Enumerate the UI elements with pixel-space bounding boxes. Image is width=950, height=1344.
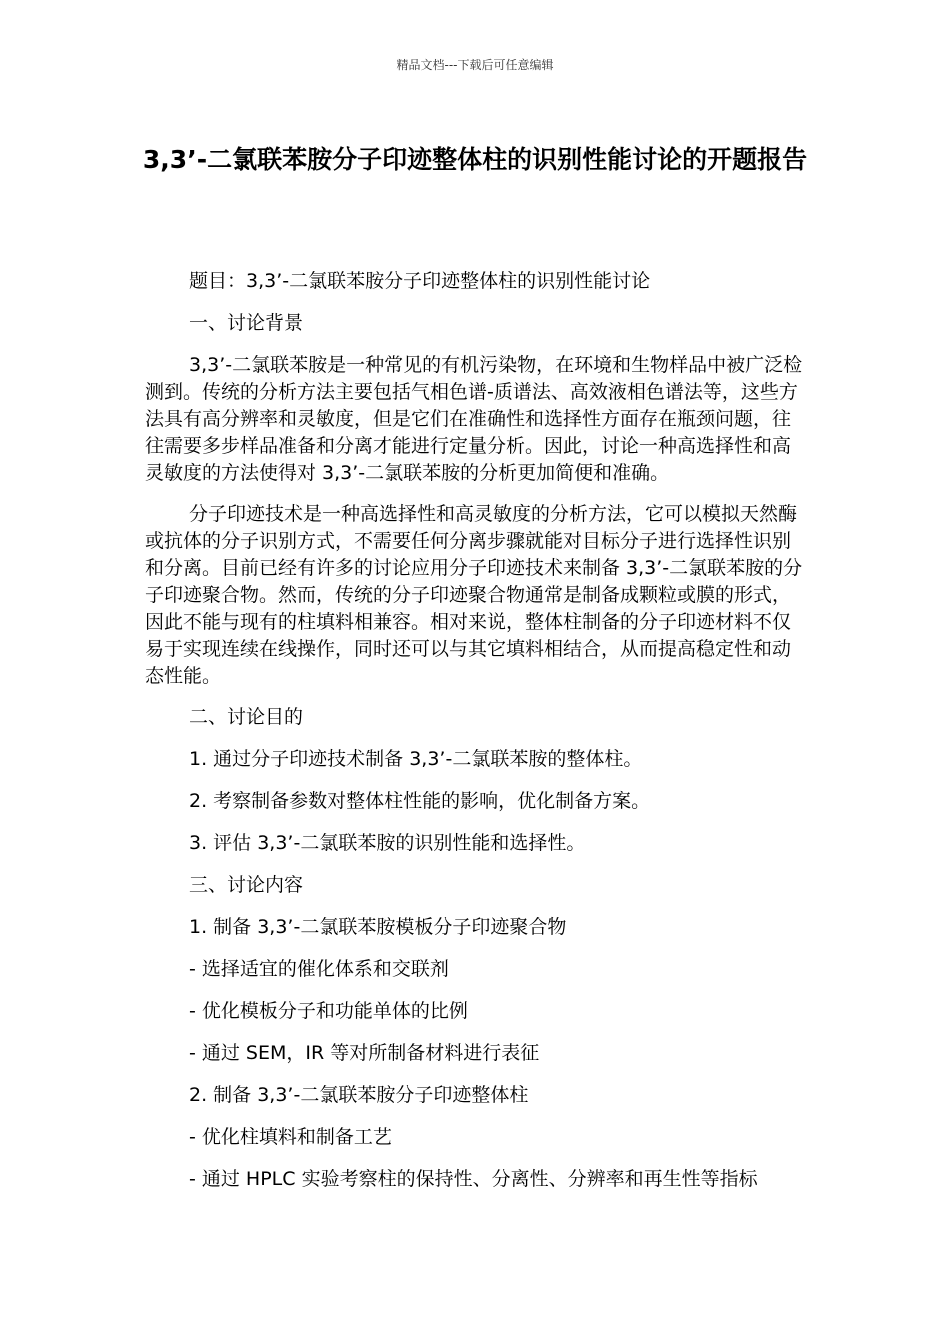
content-subitem-1c: - 通过 SEM，IR 等对所制备材料进行表征 (189, 1042, 540, 1064)
goal-item-2: 2. 考察制备参数对整体柱性能的影响，优化制备方案。 (189, 790, 651, 812)
topic-line: 题目：3,3’-二氯联苯胺分子印迹整体柱的识别性能讨论 (189, 270, 651, 292)
document-title: 3,3’-二氯联苯胺分子印迹整体柱的识别性能讨论的开题报告 (142, 145, 808, 174)
background-heading: 一、讨论背景 (189, 312, 304, 334)
background-paragraph-2: 分子印迹技术是一种高选择性和高灵敏度的分析方法，它可以模拟天然酶或抗体的分子识别方式，不需要任何分离步骤就能对目标分子进行选择性识别和分离。目前已经有许多的讨论应用分子印迹技术来制备 3,3’-二氯联苯胺的分子印迹聚合物。然而，传统的分子印迹聚合物通常是制备成颗粒或膜的形式，因此不能与现有的柱填料相兼容。相对来说，整体柱制备的分子印迹材料不仅易于实现连续在线操作，同时还可以与其它填料相结合，从而提高稳定性和动态性能。 (145, 503, 803, 687)
background-paragraph-1: 3,3’-二氯联苯胺是一种常见的有机污染物，在环境和生物样品中被广泛检测到。传统的分析方法主要包括气相色谱-质谱法、高效液相色谱法等，这些方法具有高分辨率和灵敏度，但是它们在准确性和选择性方面存在瓶颈问题，往往需要多步样品准备和分离才能进行定量分析。因此，讨论一种高选择性和高灵敏度的方法使得对 3,3’-二氯联苯胺的分析更加简便和准确。 (145, 354, 803, 484)
document-body (145, 268, 805, 1208)
goal-heading: 二、讨论目的 (189, 706, 304, 728)
content-subitem-1a: - 选择适宜的催化体系和交联剂 (189, 958, 449, 980)
content-subitem-2b: - 通过 HPLC 实验考察柱的保持性、分离性、分辨率和再生性等指标 (189, 1168, 758, 1190)
content-heading: 三、讨论内容 (189, 874, 304, 896)
content-subitem-1b: - 优化模板分子和功能单体的比例 (189, 1000, 468, 1022)
content-item-1: 1. 制备 3,3’-二氯联苯胺模板分子印迹聚合物 (189, 916, 567, 938)
content-subitem-2a: - 优化柱填料和制备工艺 (189, 1126, 392, 1148)
goal-item-1: 1. 通过分子印迹技术制备 3,3’-二氯联苯胺的整体柱。 (189, 748, 643, 770)
goal-item-3: 3. 评估 3,3’-二氯联苯胺的识别性能和选择性。 (189, 832, 586, 854)
page-header: 精品文档---下载后可任意编辑 (396, 58, 554, 72)
content-item-2: 2. 制备 3,3’-二氯联苯胺分子印迹整体柱 (189, 1084, 529, 1106)
